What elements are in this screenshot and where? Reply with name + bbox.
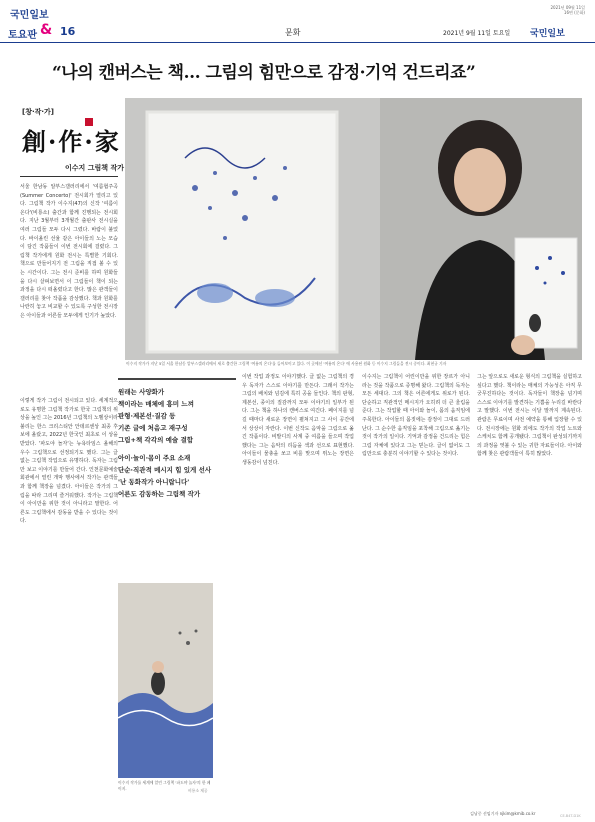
publication-date: 2021년 9월 11일 토요일	[443, 30, 511, 37]
subject-byline: 이수지 그림책 작가	[65, 164, 124, 172]
pull-quote-rule	[118, 378, 236, 380]
section-name: 문화	[285, 28, 301, 37]
article-headline: “나의 캔버스는 책… 그림의 힘만으로 감정·기억 건드리죠”	[52, 63, 476, 83]
pull-quote-line: 책이라는 매체에 흥미 느껴	[118, 400, 194, 408]
paper-logo-top: 국민일보	[10, 10, 49, 21]
ampersand-logo: &	[40, 22, 53, 38]
secondary-photo	[118, 583, 213, 778]
series-calligraphy: 創·作·家	[22, 127, 121, 156]
secondary-photo-illustration	[118, 583, 213, 778]
divider	[20, 176, 118, 177]
main-photo-illustration	[125, 98, 582, 360]
secondary-photo-caption: 이수지 작가를 세계에 알린 그림책 '파도야 놀자'의 한 페이지.	[118, 780, 211, 791]
secondary-photo-credit: 비룡소 제공	[188, 788, 208, 793]
pull-quote-line: 판형·제본선·질감 등	[118, 412, 176, 420]
edition-label: 토요판	[8, 30, 37, 41]
pull-quote	[118, 386, 236, 500]
red-seal-icon	[85, 118, 93, 126]
article-column-1a: 서울 한남동 알부스갤러리에서 '여름협주곡(Summer Concerto)' 전시회가 열리고 있다. 그림책 작가 이수지(47)의 신작 '여름이 온다'(비룡소) 출간과 함께 진행되는 전시회다. 지난 3월부터 3개월간 출판사 전시실을 여러 그림들 모두 다시 그렸다. 바람이 불었다. 바이올린 선율 같은 아이들의 노는 모습이 담긴 작품들이 이번 전시회에 걸렸다. 그림책 작가에게 원화 전시는 특별한 기회다. 책으로 만들어지기 전 그림을 직접 볼 수 있는 시간이다. 그는 전시 준비를 하며 원화들을 다시 살펴보면서 이 그림들이 책이 되는 과정을 다시 떠올렸다고 한다. 많은 관객들이 갤러리를 찾아 작품을 감상했다. 책과 원화를 나란히 놓고 비교할 수 있도록 구성한 전시장은 아이들과 어른들 모두에게 인기가 높았다.	[20, 184, 118, 319]
pull-quote-line: 어른도 감동하는 그림책 작가	[118, 490, 201, 498]
reporter-email: 김남중 선임기자 njkim@kmib.co.kr	[470, 811, 536, 816]
article-column-3: 이번 작업 과정도 이야기했다. 글 없는 그림책의 경우 독자가 스스로 이야기를 만든다. 그래서 작가는 그림의 배치와 넘김에 특히 공을 들인다. 책의 판형, 제본선, 종이의 질감까지 모두 이야기의 일부가 된다. 그는 책을 하나의 캔버스로 여긴다. 페이지를 넘길 때마다 새로운 장면이 펼쳐지고 그 사이 공간에서 상상이 자란다. 이번 신작도 음악을 그림으로 옮긴 작품이다. 비발디의 사계 중 여름을 들으며 작업했다는 그는 음악의 리듬을 색과 선으로 표현했다. 아이들이 물총을 쏘고 비를 맞으며 뛰노는 장면은 생동감이 넘친다.	[242, 374, 354, 466]
pull-quote-line: '난 동화작가 아니랍니다'	[118, 478, 190, 486]
pull-quote-line: 기존 글에 처음고 재구성	[118, 424, 188, 432]
pull-quote-line: 원래는 사양화가	[118, 388, 165, 396]
series-tag: [창·작·가]	[22, 108, 55, 116]
page-number: 16	[60, 25, 76, 38]
pull-quote-line: 아이·놀이·몸이 주요 소재	[118, 454, 191, 462]
pull-quote-line: 그림+책 각각의 예술 결합	[118, 436, 194, 444]
article-column-4: 이수지는 그림책이 어린이만을 위한 장르가 아니라는 것을 작품으로 증명해 왔다. 그림책의 독자는 모든 세대다. 그의 책은 어른에게도 위로가 된다. 단순하고 직관적인 메시지가 오히려 더 큰 울림을 준다. 그는 작업할 때 아이와 놀이, 몸의 움직임에 주목한다. 아이들의 몸짓에는 감정이 그대로 드러난다. 그 순수한 움직임을 포착해 그림으로 옮기는 것이 작가의 일이다. 기억과 감정을 건드리는 힘은 그림 자체에 있다고 그는 믿는다. 글이 없어도 그림만으로 충분히 이야기할 수 있다는 것이다.	[362, 374, 470, 458]
pull-quote-line: 단순·직관적 메시지 힘 있게 선사	[118, 466, 212, 474]
footer-code: CE-B4T-D1K	[560, 814, 581, 818]
article-column-1b: 이렇게 작가 그림이 전시되고 있다. 세계적으로도 유명한 그림책 작가로 한국 그림책의 위상을 높인 그는 2016년 그림책의 노벨상이라 불리는 한스 크리스티안 안데르센상 최종 후보에 올랐고, 2022년 한국인 최초로 이 상을 받았다. '파도야 놀자'는 뉴욕타임스 올해의 우수 그림책으로 선정되기도 했다. 그는 글 없는 그림책 작업으로 유명하다. 독자는 그림만 보고 이야기를 만들어 간다. 인천문화예술회관에서 열린 개막 행사에서 작가는 관객들과 함께 책장을 넘겼다. 아이들은 작가의 그림을 따라 그리며 즐거워했다. 작가는 그림책이 아이만을 위한 것이 아니라고 말한다. 어른도 그림책에서 감동을 받을 수 있다는 것이다.	[20, 398, 118, 525]
main-photo	[125, 98, 582, 360]
top-date: 2021년 09월 11일 16면 (문화)	[550, 5, 585, 16]
article-column-5: 그는 앞으로도 새로운 형식의 그림책을 실험하고 싶다고 했다. 책이라는 매체의 가능성은 아직 무궁무진하다는 것이다. 독자들이 책장을 넘기며 스스로 이야기를 발견하는 기쁨을 누리길 바란다고 말했다. 이번 전시는 이달 말까지 계속된다. 관람은 무료이며 사전 예약을 통해 입장할 수 있다. 전시장에는 원화 외에도 작가의 작업 노트와 스케치도 함께 공개됐다. 그림책이 완성되기까지의 과정을 엿볼 수 있는 귀한 자료들이다. 아이와 함께 찾은 관람객들이 특히 많았다.	[477, 374, 582, 458]
paper-logo-right: 국민일보	[530, 29, 565, 39]
main-photo-caption: 이수지 작가가 지난 5일 서울 한남동 알부스갤러리에서 새로 출간한 그림책 '여름의 온다'를 들어보이고 있다. 이 곳에선 '여름의 온다' 에 사용된 원화 등 이수지 그림들을 전시 중이다. 최현규 기자	[126, 361, 447, 366]
